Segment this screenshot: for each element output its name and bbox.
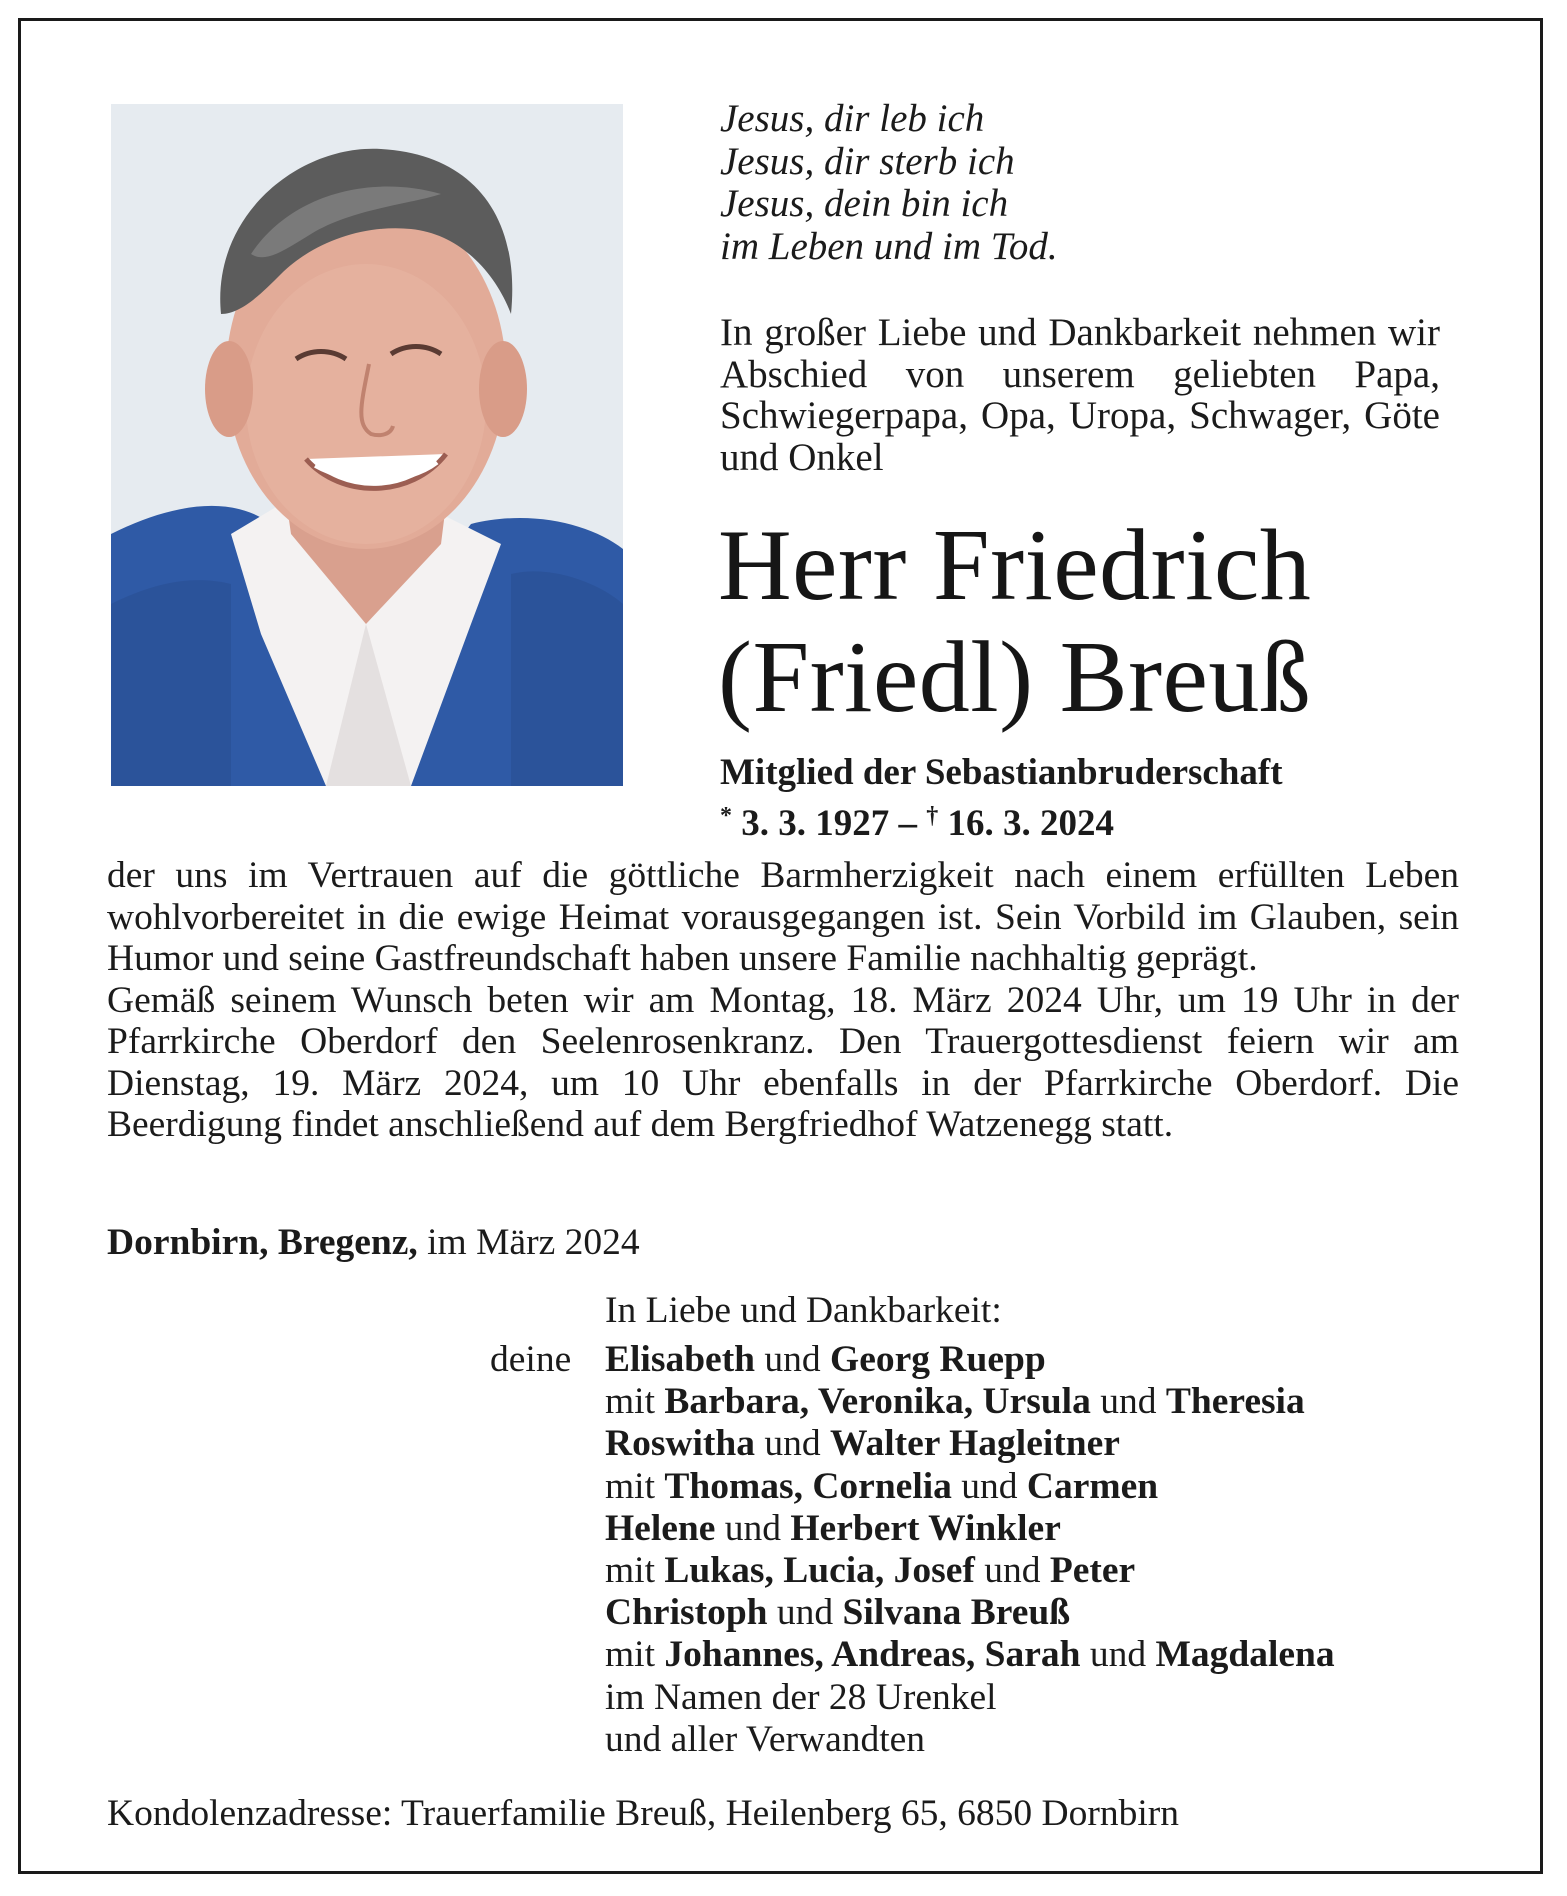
family-name: Georg Ruepp [830, 1339, 1046, 1380]
family-line [605, 1677, 1475, 1719]
family-name: Magdalena [1155, 1634, 1335, 1676]
family-name: Carmen [1026, 1465, 1159, 1507]
poem-line: Jesus, dir sterb ich [720, 139, 1015, 183]
family-connector: mit [605, 1381, 665, 1423]
condolence-address: Kondolenzadresse: Trauerfamilie Breuß, Heilenberg 65, 6850 Dornbirn [107, 1793, 1179, 1834]
family-connector: mit [605, 1550, 665, 1592]
family-name: Theresia [1165, 1381, 1305, 1423]
family-name: Herbert Winkler [790, 1507, 1061, 1549]
family-line [605, 1466, 1475, 1508]
body-paragraph-1: der uns im Vertrauen auf die göttliche Barmherzigkeit nach einem erfüllten Leben wohlvorbereitet in die ewige Heimat vorausgegangen ist. Sein Vorbild im Glauben, sein Humor und seine Gastfreundschaft haben unsere Familie nachhaltig geprägt. [107, 855, 1459, 979]
family-name: Helene [605, 1507, 716, 1549]
family-line [605, 1550, 1475, 1592]
poem [720, 98, 1420, 268]
life-dates [720, 795, 1480, 845]
place-cities: Dornbirn, Bregenz, [107, 1222, 418, 1263]
deceased-name [718, 510, 1478, 734]
family-connector: und [974, 1550, 1050, 1592]
family-name: Peter [1049, 1550, 1136, 1592]
portrait-photo [111, 104, 623, 786]
death-symbol: † [926, 803, 939, 829]
family-connector: und [755, 1423, 831, 1465]
family-name: Silvana Breuß [842, 1592, 1071, 1634]
family-line [605, 1719, 1475, 1761]
membership-line: Mitglied der Sebastianbruderschaft [720, 752, 1283, 793]
family-line [605, 1339, 1475, 1381]
portrait-illustration [111, 104, 623, 786]
poem-line: Jesus, dir leb ich [720, 97, 985, 140]
obituary-body [107, 855, 1459, 1146]
family-connector: und aller Verwandten [605, 1718, 926, 1760]
birth-date: 3. 3. 1927 [741, 803, 890, 844]
family-prefix: deine [490, 1339, 572, 1380]
name-line-2: (Friedl) Breuß [718, 621, 1312, 734]
name-line-1: Herr Friedrich [718, 509, 1312, 622]
family-connector: mit [605, 1465, 665, 1507]
signoff: In Liebe und Dankbarkeit: [605, 1290, 1002, 1331]
family-name: Johannes, Andreas, Sarah [664, 1634, 1081, 1676]
family-line [605, 1508, 1475, 1550]
body-paragraph-2: Gemäß seinem Wunsch beten wir am Montag, 18. März 2024 Uhr, um 19 Uhr in der Pfarrkirche Oberdorf den Seelenrosenkranz. Den Trauergottesdienst feiern wir am Dienstag, 19. März 2024, um 10 Uhr ebenfalls in der Pfarrkirche Oberdorf. Die Beerdigung findet anschließend auf dem Bergfriedhof Watzenegg statt. [107, 979, 1459, 1145]
family-name: Christoph [605, 1592, 768, 1634]
family-name: Elisabeth [605, 1339, 756, 1380]
family-connector: und [951, 1465, 1027, 1507]
family-line [605, 1423, 1475, 1465]
family-name: Barbara, Veronika, Ursula [664, 1381, 1091, 1423]
birth-symbol: * [720, 803, 732, 829]
family-line [605, 1592, 1475, 1634]
place-date: im März 2024 [427, 1222, 640, 1263]
poem-line: Jesus, dein bin ich [720, 182, 1009, 225]
poem-line: im Leben und im Tod. [720, 224, 1058, 268]
family-name: Thomas, Cornelia [664, 1465, 952, 1507]
family-line [605, 1381, 1475, 1423]
date-separator: – [898, 803, 917, 844]
family-name: Roswitha [605, 1423, 756, 1465]
family-connector: und [755, 1339, 831, 1380]
family-connector: und [1080, 1634, 1156, 1676]
family-connector: und [715, 1507, 791, 1549]
family-connector: im Namen der 28 Urenkel [605, 1676, 997, 1718]
place-and-date [107, 1222, 1007, 1264]
family-name: Lukas, Lucia, Josef [664, 1550, 975, 1592]
death-date: 16. 3. 2024 [947, 803, 1114, 844]
intro-text: In großer Liebe und Dankbarkeit nehmen wir Abschied von unserem geliebten Papa, Schwiegerpapa, Opa, Uropa, Schwager, Göte und Onkel [720, 311, 1440, 479]
family-connector: und [767, 1592, 843, 1634]
family-lines [605, 1339, 1475, 1761]
family-name: Walter Hagleitner [830, 1423, 1120, 1465]
family-connector: und [1090, 1381, 1166, 1423]
family-connector: mit [605, 1634, 665, 1676]
family-line [605, 1634, 1475, 1676]
